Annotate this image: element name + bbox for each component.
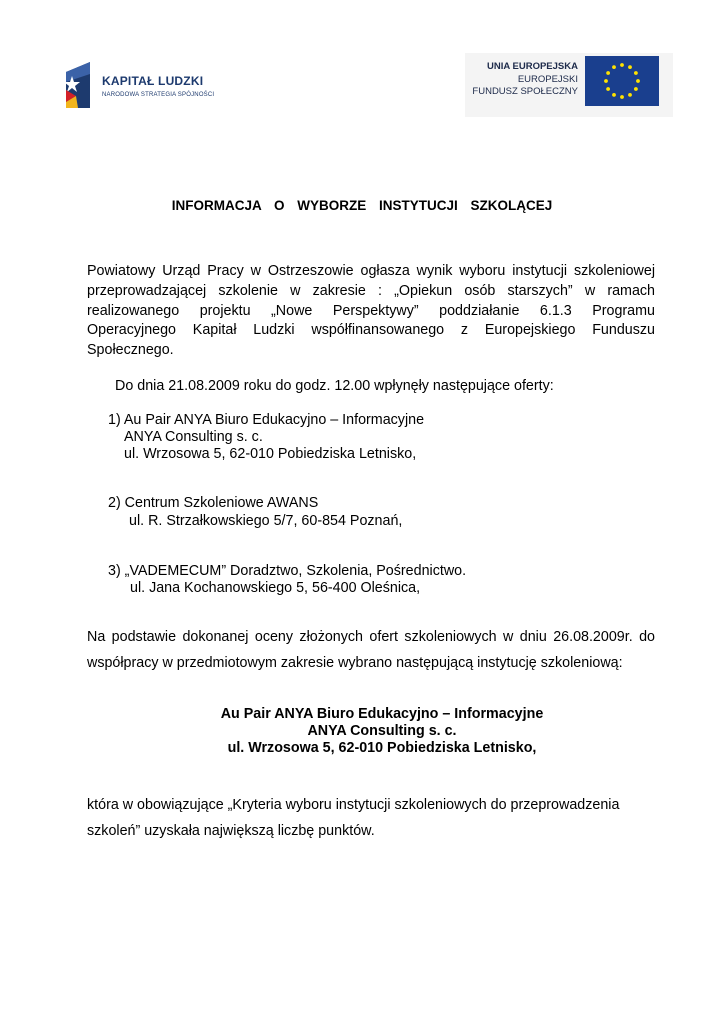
winner-address: ul. Wrzosowa 5, 62-010 Pobiedziska Letnisko, [227, 740, 537, 756]
eu-line-1: UNIA EUROPEJSKA [487, 61, 578, 72]
winner-name: Au Pair ANYA Biuro Edukacyjno – Informacyjne [220, 706, 544, 722]
offer-1-address: ul. Wrzosowa 5, 62-010 Pobiedziska Letnisko, [124, 446, 417, 462]
deadline-sentence: Do dnia 21.08.2009 roku do godz. 12.00 wpłynęły następujące oferty: [115, 378, 554, 394]
document-title: INFORMACJA O WYBORZE INSTYTUCJI SZKOLĄCEJ [171, 198, 553, 213]
decision-line-2: współpracy w przedmiotowym zakresie wybrano następującą instytucję szkoleniową: [87, 655, 623, 671]
offer-3-address: ul. Jana Kochanowskiego 5, 56-400 Oleśnica, [130, 580, 421, 596]
winner-company: ANYA Consulting s. c. [307, 723, 457, 739]
intro-line-3: realizowanego projektu „Nowe Perspektywy” poddziałanie 6.1.3 Programu [87, 303, 655, 319]
eu-line-3: FUNDUSZ SPOŁECZNY [472, 86, 578, 97]
offer-1-company: ANYA Consulting s. c. [124, 429, 263, 445]
kapital-ludzki-subtitle: NARODOWA STRATEGIA SPÓJNOŚCI [102, 92, 215, 98]
intro-line-1: Powiatowy Urząd Pracy w Ostrzeszowie ogłasza wynik wyboru instytucji szkoleniowej [87, 263, 655, 279]
intro-line-4: Operacyjnego Kapitał Ludzki współfinansowanego z Europejskiego Funduszu [87, 322, 655, 338]
decision-line-1: Na podstawie dokonanej oceny złożonych ofert szkoleniowych w dniu 26.08.2009r. do [87, 629, 655, 645]
closing-line-1: która w obowiązujące „Kryteria wyboru instytucji szkoleniowych do przeprowadzenia [87, 797, 620, 813]
kapital-ludzki-name: KAPITAŁ LUDZKI [102, 74, 204, 88]
offer-3-name: 3) „VADEMECUM” Doradztwo, Szkolenia, Pośrednictwo. [108, 563, 467, 579]
closing-line-2: szkoleń” uzyskała największą liczbę punktów. [87, 823, 375, 839]
intro-line-5: Społecznego. [87, 342, 174, 358]
intro-line-2: przeprowadzającej szkolenie w zakresie : „Opiekun osób starszych” w ramach [87, 283, 655, 299]
offer-2-name: 2) Centrum Szkoleniowe AWANS [108, 495, 319, 511]
eu-flag-icon [585, 56, 659, 106]
kapital-ludzki-logo [64, 60, 224, 112]
eu-line-2: EUROPEJSKI [517, 74, 578, 85]
eu-logo-box [465, 53, 673, 117]
offer-1-name: 1) Au Pair ANYA Biuro Edukacyjno – Informacyjne [108, 412, 425, 428]
kapital-ludzki-emblem-icon [64, 60, 92, 110]
offer-2-address: ul. R. Strzałkowskiego 5/7, 60-854 Poznań, [129, 513, 403, 529]
